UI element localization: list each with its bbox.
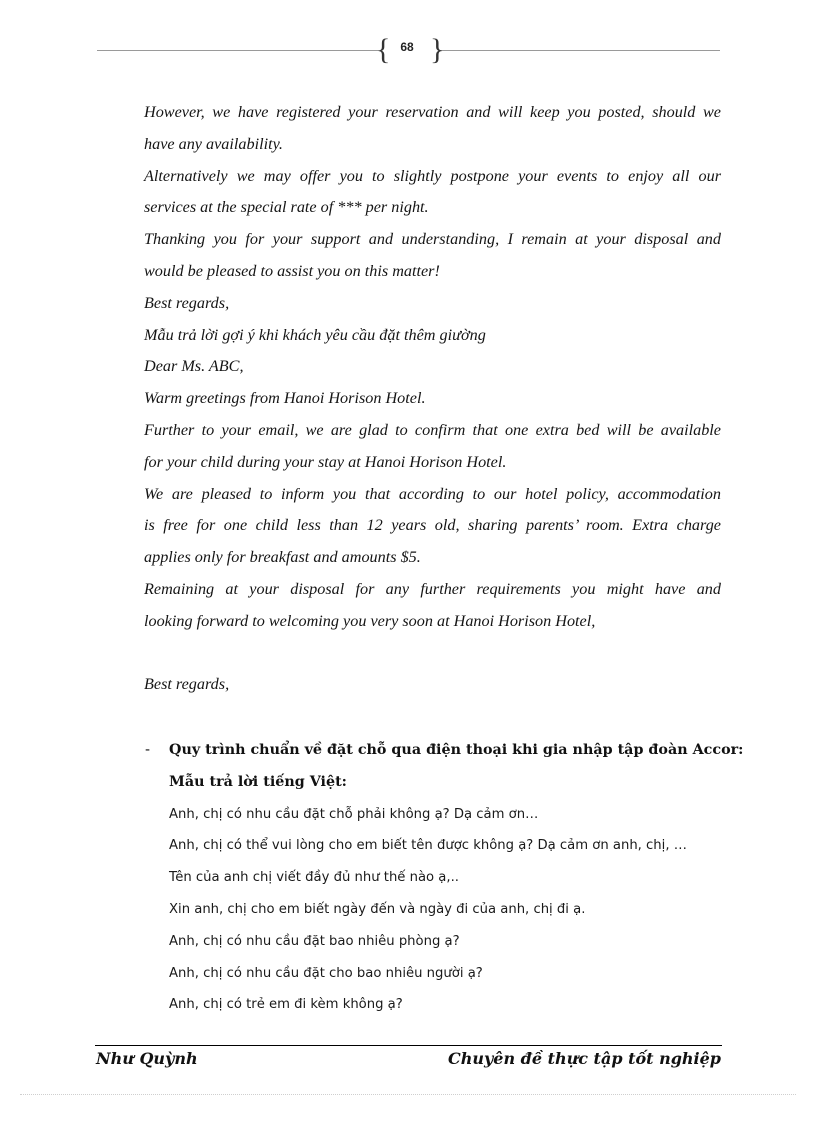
vietnamese-line: Anh, chị có trẻ em đi kèm không ạ?	[169, 997, 403, 1013]
paragraph-line: Best regards,	[144, 293, 230, 312]
header-rule-left	[97, 50, 379, 51]
vietnamese-lines	[145, 799, 721, 1022]
bullet-heading-row	[145, 735, 744, 767]
paragraph-line: We are pleased to inform you that according to our hotel policy, accommodation	[144, 484, 721, 503]
paragraph-line: for your child during your stay at Hanoi Horison Hotel.	[144, 452, 507, 471]
paragraph-line: services at the special rate of *** per night.	[144, 198, 429, 217]
paragraph-line: Mẫu trả lời gợi ý khi khách yêu cầu đặt thêm giường	[144, 325, 486, 344]
paragraph-line: However, we have registered your reservation and will keep you posted, should we	[144, 103, 721, 121]
paragraph-line: Remaining at your disposal for any further requirements you might have and	[144, 579, 721, 598]
paragraph-line: Further to your email, we are glad to confirm that one extra bed will be available	[144, 420, 721, 439]
paragraph-line: Alternatively we may offer you to slightly postpone your events to enjoy all our	[144, 166, 721, 185]
vietnamese-section	[145, 735, 744, 1021]
footer-title: Chuyên đề thực tập tốt nghiệp	[447, 1049, 721, 1068]
footer-author: Như Quỳnh	[96, 1049, 198, 1068]
vietnamese-line: Tên của anh chị viết đầy đủ như thế nào ạ,..	[169, 870, 459, 886]
paragraph-line: applies only for breakfast and amounts $5.	[144, 548, 421, 567]
paragraph-line	[144, 638, 721, 670]
left-brace-icon: {	[376, 33, 391, 66]
footer-rule	[95, 1045, 722, 1046]
paragraph-line: Best regards,	[144, 675, 230, 694]
paragraph-line: is free for one child less than 12 years old, sharing parents’ room. Extra charge	[144, 516, 721, 535]
letter-body	[144, 97, 721, 701]
paragraph-line: looking forward to welcoming you very soon at Hanoi Horison Hotel,	[144, 611, 596, 630]
vietnamese-line: Anh, chị có nhu cầu đặt cho bao nhiêu người ạ?	[169, 965, 483, 981]
header-rule-right	[438, 50, 720, 51]
section-heading: Quy trình chuẩn về đặt chỗ qua điện thoại khi gia nhập tập đoàn Accor:	[169, 742, 744, 758]
paragraph-line: Warm greetings from Hanoi Horison Hotel.	[144, 389, 426, 408]
page-number: 68	[400, 40, 414, 54]
paragraph-line: Dear Ms. ABC,	[144, 357, 244, 376]
vietnamese-line: Anh, chị có thể vui lòng cho em biết tên được không ạ? Dạ cảm ơn anh, chị, …	[169, 838, 687, 854]
paragraph-line: would be pleased to assist you on this matter!	[144, 261, 440, 280]
paragraph-line: have any availability.	[144, 134, 283, 153]
paragraph-line: Thanking you for your support and understanding, I remain at your disposal and	[144, 230, 721, 249]
bullet-dash: -	[145, 742, 151, 758]
vietnamese-line: Xin anh, chị cho em biết ngày đến và ngày đi của anh, chị đi ạ.	[169, 901, 586, 917]
section-subheading: Mẫu trả lời tiếng Việt:	[169, 773, 347, 790]
vietnamese-line: Anh, chị có nhu cầu đặt chỗ phải không ạ? Dạ cảm ơn…	[169, 806, 539, 822]
right-brace-icon: }	[430, 33, 445, 66]
vietnamese-line: Anh, chị có nhu cầu đặt bao nhiêu phòng ạ?	[169, 933, 460, 949]
page-bottom-divider	[20, 1094, 796, 1095]
